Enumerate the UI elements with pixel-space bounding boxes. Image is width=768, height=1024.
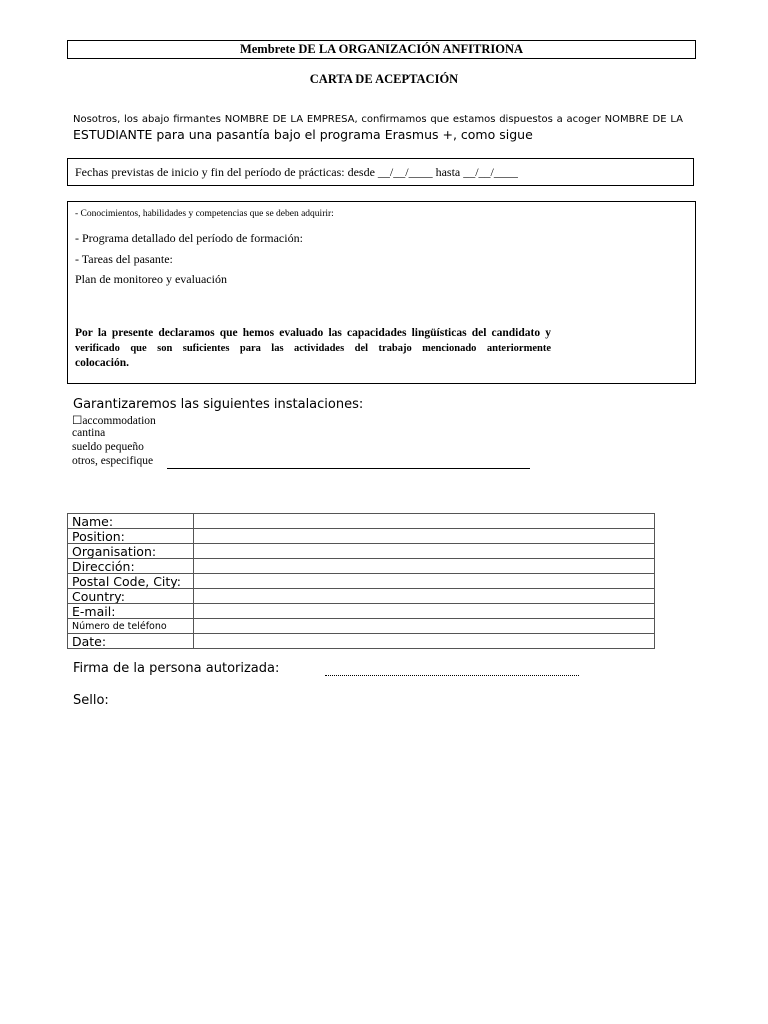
row-label: E-mail: (68, 604, 194, 619)
language-declaration (75, 326, 551, 371)
seal-label: Sello: (73, 693, 109, 708)
row-label: Dirección: (68, 559, 194, 574)
facility-accommodation (72, 413, 156, 427)
row-label: Name: (68, 514, 194, 529)
document-title: CARTA DE ACEPTACIÓN (309, 72, 459, 86)
table-row (68, 589, 655, 604)
table-row (68, 529, 655, 544)
table-row (68, 514, 655, 529)
row-value-field[interactable] (194, 619, 655, 634)
declaration-line-3: colocación. (75, 357, 129, 369)
facility-salary (72, 441, 144, 453)
intro-line-2: ESTUDIANTE para una pasantía bajo el programa Erasmus +, como sigue (73, 127, 533, 142)
row-value-field[interactable] (194, 559, 655, 574)
row-value-field[interactable] (194, 514, 655, 529)
row-value-field[interactable] (194, 604, 655, 619)
training-program-box (67, 201, 696, 384)
table-row (68, 574, 655, 589)
row-label: Country: (68, 589, 194, 604)
table-row (68, 544, 655, 559)
row-label: Date: (68, 634, 194, 649)
facility-label: otros, especifique (72, 455, 154, 467)
table-row (68, 619, 655, 634)
facility-label: accommodation (82, 415, 156, 427)
row-label: Position: (68, 529, 194, 544)
table-row (68, 559, 655, 574)
internship-dates-text: Fechas previstas de inicio y fin del período de prácticas: desde __/__/____ hasta __/__/____ (75, 165, 518, 179)
monitoring-label: Plan de monitoreo y evaluación (75, 272, 227, 286)
row-value-field[interactable] (194, 634, 655, 649)
checkbox-icon[interactable]: ☐ (72, 415, 83, 427)
declaration-line-1: Por la presente declaramos que hemos evaluado las capacidades lingüísticas del candidato y (75, 327, 551, 339)
signature-label: Firma de la persona autorizada: (73, 661, 280, 676)
facility-label: sueldo pequeño (72, 441, 144, 453)
skills-label: - Conocimientos, habilidades y competencias que se deben adquirir: (75, 209, 334, 219)
letterhead-box (67, 40, 696, 59)
tasks-label: - Tareas del pasante: (75, 252, 173, 266)
row-value-field[interactable] (194, 544, 655, 559)
row-value-field[interactable] (194, 589, 655, 604)
signature-line[interactable] (325, 675, 579, 676)
facility-other (72, 455, 153, 467)
row-label: Organisation: (68, 544, 194, 559)
table-row (68, 634, 655, 649)
row-value-field[interactable] (194, 574, 655, 589)
intro-line-1: Nosotros, los abajo firmantes NOMBRE DE LA EMPRESA, confirmamos que estamos dispuestos a acoger NOMBRE DE LA (73, 114, 683, 125)
program-label: - Programa detallado del período de formación: (75, 231, 303, 245)
other-facility-fill-line[interactable] (167, 468, 530, 469)
facility-label: cantina (72, 427, 106, 439)
facility-cantina (72, 427, 105, 439)
declaration-line-2: verificado que son suficientes para las actividades del trabajo mencionado anteriormente (75, 343, 551, 354)
table-row (68, 604, 655, 619)
facilities-title: Garantizaremos las siguientes instalaciones: (73, 397, 364, 412)
row-label: Postal Code, City: (68, 574, 194, 589)
row-label: Número de teléfono (68, 619, 194, 634)
letterhead-text: Membrete DE LA ORGANIZACIÓN ANFITRIONA (239, 42, 524, 56)
row-value-field[interactable] (194, 529, 655, 544)
contact-details-table (67, 513, 655, 649)
internship-dates-box (67, 158, 694, 186)
